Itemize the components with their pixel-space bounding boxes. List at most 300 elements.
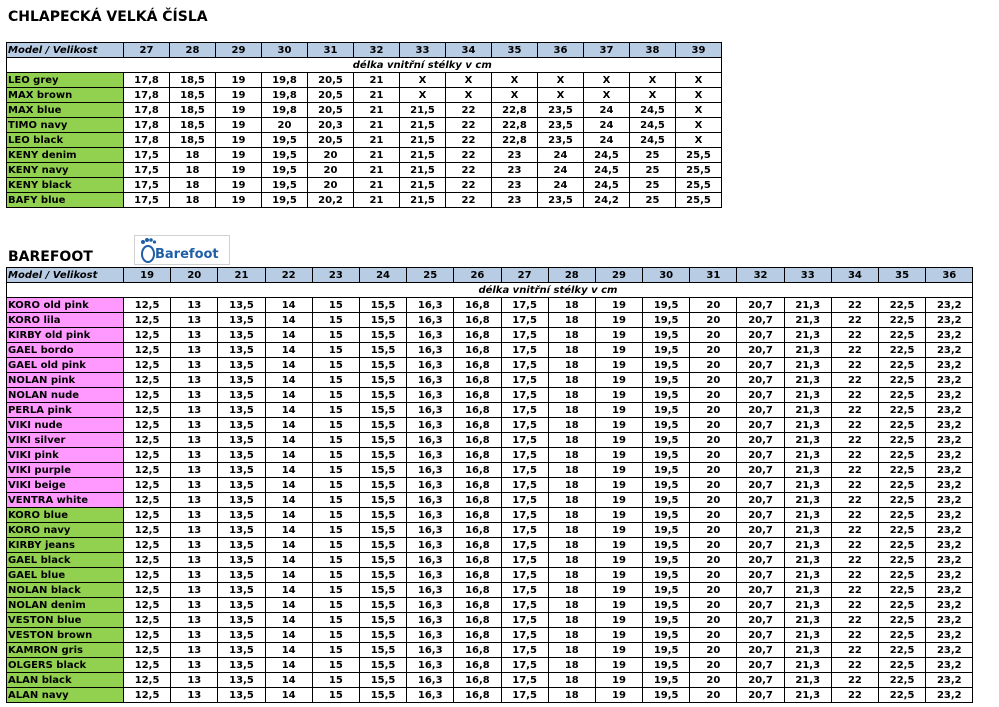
size-value-cell: 22 (831, 343, 878, 358)
size-value-cell: 15 (312, 613, 359, 628)
size-value-cell: 21,3 (784, 523, 831, 538)
size-value-cell: 18 (548, 493, 595, 508)
size-value-cell: 23 (492, 178, 538, 193)
size-value-cell: 16,8 (454, 508, 501, 523)
size-value-cell: 16,3 (407, 388, 454, 403)
table-row (7, 133, 722, 148)
size-value-cell: 22,5 (879, 388, 926, 403)
header-size-cell: 35 (492, 43, 538, 58)
model-name-cell: MAX brown (7, 88, 124, 103)
size-value-cell: 24 (538, 178, 584, 193)
header-size-cell: 26 (454, 268, 501, 283)
size-value-cell: 23,2 (926, 583, 973, 598)
table-row (7, 523, 973, 538)
table-row (7, 628, 973, 643)
size-value-cell: 18 (548, 508, 595, 523)
size-value-cell: 16,3 (407, 358, 454, 373)
size-value-cell: X (492, 73, 538, 88)
size-value-cell: 12,5 (124, 658, 171, 673)
size-value-cell: 13 (171, 448, 218, 463)
table-row (7, 313, 973, 328)
size-value-cell: 15,5 (359, 553, 406, 568)
size-value-cell: 20 (690, 358, 737, 373)
size-value-cell: 15,5 (359, 358, 406, 373)
size-value-cell: 12,5 (124, 523, 171, 538)
size-value-cell: 18 (170, 193, 216, 208)
size-value-cell: 19,5 (643, 463, 690, 478)
size-value-cell: 19 (595, 628, 642, 643)
size-value-cell: 15 (312, 418, 359, 433)
size-value-cell: 21,3 (784, 478, 831, 493)
size-value-cell: 16,3 (407, 343, 454, 358)
subheader-blank (7, 58, 124, 73)
size-value-cell: 13 (171, 553, 218, 568)
size-value-cell: 16,8 (454, 568, 501, 583)
size-value-cell: 22 (831, 493, 878, 508)
size-value-cell: 19 (216, 103, 262, 118)
size-value-cell: 20,7 (737, 613, 784, 628)
size-value-cell: 24 (584, 133, 630, 148)
size-value-cell: 22 (446, 163, 492, 178)
size-value-cell: 17,5 (501, 343, 548, 358)
size-value-cell: 16,8 (454, 298, 501, 313)
size-value-cell: 13,5 (218, 493, 265, 508)
size-value-cell: 12,5 (124, 373, 171, 388)
size-value-cell: 21,5 (400, 148, 446, 163)
size-value-cell: 24,5 (584, 163, 630, 178)
table-row (7, 553, 973, 568)
size-value-cell: 17,5 (501, 688, 548, 703)
size-value-cell: 14 (265, 403, 312, 418)
size-value-cell: 15 (312, 643, 359, 658)
size-value-cell: 13,5 (218, 298, 265, 313)
size-value-cell: 20 (308, 163, 354, 178)
size-value-cell: 22,5 (879, 568, 926, 583)
size-value-cell: 18 (170, 163, 216, 178)
size-value-cell: 21,3 (784, 583, 831, 598)
size-value-cell: 23,2 (926, 328, 973, 343)
size-value-cell: 18 (548, 388, 595, 403)
size-value-cell: 19 (595, 613, 642, 628)
size-value-cell: 14 (265, 598, 312, 613)
size-value-cell: 20,7 (737, 298, 784, 313)
size-value-cell: 23,2 (926, 508, 973, 523)
table-row (7, 418, 973, 433)
size-value-cell: 20 (690, 298, 737, 313)
model-name-cell: KENY navy (7, 163, 124, 178)
size-value-cell: 19 (595, 508, 642, 523)
size-value-cell: 19 (595, 643, 642, 658)
size-value-cell: 17,8 (124, 73, 170, 88)
size-value-cell: 12,5 (124, 478, 171, 493)
model-name-cell: NOLAN pink (7, 373, 124, 388)
size-value-cell: 21,3 (784, 643, 831, 658)
size-value-cell: 22,5 (879, 598, 926, 613)
size-value-cell: 19,5 (643, 613, 690, 628)
size-value-cell: 16,8 (454, 448, 501, 463)
size-value-cell: 13,5 (218, 688, 265, 703)
size-value-cell: 18 (548, 358, 595, 373)
size-value-cell: 12,5 (124, 628, 171, 643)
size-value-cell: 14 (265, 373, 312, 388)
size-value-cell: 18 (548, 538, 595, 553)
size-value-cell: 20,7 (737, 448, 784, 463)
subheader-row (7, 58, 722, 73)
size-value-cell: 19 (216, 178, 262, 193)
size-value-cell: 20,7 (737, 388, 784, 403)
size-value-cell: 21,5 (400, 133, 446, 148)
header-size-cell: 39 (676, 43, 722, 58)
size-value-cell: 17,5 (501, 553, 548, 568)
size-value-cell: 13 (171, 673, 218, 688)
size-value-cell: 19 (595, 478, 642, 493)
size-value-cell: 21,3 (784, 313, 831, 328)
size-value-cell: 22 (831, 508, 878, 523)
size-value-cell: 15,5 (359, 628, 406, 643)
size-value-cell: 20,5 (308, 133, 354, 148)
model-name-cell: GAEL old pink (7, 358, 124, 373)
size-value-cell: 17,8 (124, 103, 170, 118)
size-value-cell: 16,8 (454, 373, 501, 388)
size-value-cell: 23,2 (926, 673, 973, 688)
size-value-cell: 15 (312, 523, 359, 538)
size-value-cell: 16,8 (454, 643, 501, 658)
size-value-cell: 15,5 (359, 523, 406, 538)
size-value-cell: 15,5 (359, 373, 406, 388)
size-value-cell: 15,5 (359, 538, 406, 553)
size-value-cell: X (446, 88, 492, 103)
size-value-cell: 19 (595, 538, 642, 553)
size-value-cell: 20 (690, 508, 737, 523)
size-table-chlapecka (6, 42, 722, 208)
size-value-cell: 23,2 (926, 643, 973, 658)
size-value-cell: 18 (548, 343, 595, 358)
size-value-cell: 13 (171, 388, 218, 403)
table-row (7, 538, 973, 553)
size-value-cell: 14 (265, 433, 312, 448)
size-value-cell: 16,3 (407, 373, 454, 388)
size-value-cell: 21,3 (784, 538, 831, 553)
size-value-cell: 18 (548, 628, 595, 643)
table-row (7, 178, 722, 193)
table-row (7, 388, 973, 403)
size-value-cell: 18 (548, 298, 595, 313)
size-value-cell: 21,3 (784, 343, 831, 358)
size-value-cell: 14 (265, 688, 312, 703)
size-value-cell: 12,5 (124, 328, 171, 343)
size-value-cell: 19,5 (643, 478, 690, 493)
size-value-cell: 18 (170, 148, 216, 163)
table-row (7, 583, 973, 598)
barefoot-logo (134, 235, 230, 265)
size-value-cell: 20 (690, 553, 737, 568)
size-value-cell: 16,8 (454, 553, 501, 568)
size-value-cell: 19,5 (643, 298, 690, 313)
size-value-cell: 19,5 (643, 538, 690, 553)
header-size-cell: 37 (584, 43, 630, 58)
size-value-cell: 13,5 (218, 433, 265, 448)
size-value-cell: 12,5 (124, 643, 171, 658)
size-value-cell: 13 (171, 538, 218, 553)
size-value-cell: 19,5 (643, 373, 690, 388)
size-value-cell: 19 (595, 388, 642, 403)
size-value-cell: 17,5 (501, 628, 548, 643)
size-value-cell: 16,8 (454, 328, 501, 343)
size-value-cell: 21,3 (784, 493, 831, 508)
size-value-cell: 20,5 (308, 73, 354, 88)
size-value-cell: 14 (265, 478, 312, 493)
size-value-cell: 19,5 (643, 628, 690, 643)
size-value-cell: 17,5 (501, 568, 548, 583)
size-value-cell: 22 (446, 118, 492, 133)
header-size-cell: 35 (879, 268, 926, 283)
size-value-cell: 21 (354, 73, 400, 88)
size-value-cell: 21,3 (784, 553, 831, 568)
size-value-cell: 19,5 (643, 418, 690, 433)
size-value-cell: 14 (265, 508, 312, 523)
size-value-cell: 13 (171, 508, 218, 523)
size-value-cell: 17,5 (501, 478, 548, 493)
header-size-cell: 24 (359, 268, 406, 283)
size-value-cell: 12,5 (124, 463, 171, 478)
size-value-cell: 15,5 (359, 478, 406, 493)
size-value-cell: 15,5 (359, 613, 406, 628)
size-value-cell: 23,2 (926, 688, 973, 703)
size-value-cell: 23,5 (538, 133, 584, 148)
size-value-cell: 23,2 (926, 568, 973, 583)
size-value-cell: 22,5 (879, 373, 926, 388)
size-value-cell: 15,5 (359, 583, 406, 598)
header-size-cell: 32 (737, 268, 784, 283)
size-value-cell: 13 (171, 523, 218, 538)
model-name-cell: GAEL blue (7, 568, 124, 583)
model-name-cell: PERLA pink (7, 403, 124, 418)
size-value-cell: 19,5 (262, 193, 308, 208)
size-value-cell: 19,5 (643, 328, 690, 343)
size-value-cell: 16,8 (454, 403, 501, 418)
size-value-cell: 18 (548, 403, 595, 418)
size-value-cell: 20,7 (737, 688, 784, 703)
size-value-cell: 23,2 (926, 343, 973, 358)
size-value-cell: 16,8 (454, 598, 501, 613)
table-row (7, 598, 973, 613)
size-value-cell: X (676, 103, 722, 118)
size-value-cell: 23,2 (926, 358, 973, 373)
size-value-cell: 13 (171, 418, 218, 433)
header-size-cell: 27 (501, 268, 548, 283)
size-value-cell: 16,3 (407, 328, 454, 343)
size-value-cell: 22 (831, 388, 878, 403)
size-value-cell: 13 (171, 313, 218, 328)
model-name-cell: KAMRON gris (7, 643, 124, 658)
size-value-cell: 20,7 (737, 628, 784, 643)
size-value-cell: 23,2 (926, 298, 973, 313)
size-value-cell: 13,5 (218, 613, 265, 628)
size-value-cell: 22 (831, 658, 878, 673)
header-model-size: Model / Velikost (7, 268, 124, 283)
size-value-cell: 13,5 (218, 643, 265, 658)
size-value-cell: 16,3 (407, 628, 454, 643)
size-value-cell: 13 (171, 598, 218, 613)
size-value-cell: 20,7 (737, 553, 784, 568)
size-value-cell: 22,5 (879, 553, 926, 568)
header-size-cell: 28 (170, 43, 216, 58)
size-value-cell: 19,8 (262, 73, 308, 88)
size-value-cell: 16,3 (407, 493, 454, 508)
size-value-cell: 24,5 (584, 148, 630, 163)
header-size-cell: 34 (446, 43, 492, 58)
model-name-cell: MAX blue (7, 103, 124, 118)
size-value-cell: 16,8 (454, 463, 501, 478)
size-value-cell: 22,5 (879, 493, 926, 508)
size-value-cell: 13,5 (218, 538, 265, 553)
size-value-cell: 20,7 (737, 358, 784, 373)
size-value-cell: 19 (595, 523, 642, 538)
model-name-cell: VESTON blue (7, 613, 124, 628)
size-value-cell: 17,5 (501, 373, 548, 388)
size-value-cell: 24 (538, 148, 584, 163)
size-value-cell: 14 (265, 313, 312, 328)
size-value-cell: 22,5 (879, 478, 926, 493)
size-value-cell: 18 (548, 418, 595, 433)
size-value-cell: X (676, 133, 722, 148)
header-size-cell: 33 (400, 43, 446, 58)
model-name-cell: LEO black (7, 133, 124, 148)
model-name-cell: KORO old pink (7, 298, 124, 313)
size-value-cell: 21,3 (784, 388, 831, 403)
size-value-cell: 18,5 (170, 118, 216, 133)
size-value-cell: 22,5 (879, 583, 926, 598)
size-value-cell: 22 (831, 358, 878, 373)
table-row (7, 373, 973, 388)
size-value-cell: 22 (831, 298, 878, 313)
size-value-cell: 13,5 (218, 373, 265, 388)
size-value-cell: 20 (690, 568, 737, 583)
size-value-cell: 21,3 (784, 613, 831, 628)
size-value-cell: 16,8 (454, 583, 501, 598)
size-value-cell: 20,5 (308, 88, 354, 103)
size-value-cell: 15 (312, 433, 359, 448)
size-value-cell: 25,5 (676, 148, 722, 163)
size-value-cell: 14 (265, 628, 312, 643)
size-value-cell: 15,5 (359, 433, 406, 448)
size-value-cell: 22,5 (879, 628, 926, 643)
model-name-cell: GAEL bordo (7, 343, 124, 358)
size-value-cell: 23,2 (926, 538, 973, 553)
size-value-cell: 15 (312, 553, 359, 568)
size-value-cell: 17,5 (501, 508, 548, 523)
size-value-cell: X (676, 88, 722, 103)
size-value-cell: 13,5 (218, 448, 265, 463)
size-value-cell: 13,5 (218, 598, 265, 613)
size-value-cell: 15 (312, 463, 359, 478)
header-size-cell: 25 (407, 268, 454, 283)
size-value-cell: 22,5 (879, 403, 926, 418)
size-value-cell: 20,7 (737, 643, 784, 658)
size-value-cell: 15 (312, 508, 359, 523)
size-value-cell: 16,3 (407, 433, 454, 448)
size-value-cell: 13,5 (218, 628, 265, 643)
size-value-cell: 14 (265, 673, 312, 688)
model-name-cell: VIKI pink (7, 448, 124, 463)
model-name-cell: ALAN navy (7, 688, 124, 703)
size-value-cell: 16,3 (407, 688, 454, 703)
table-row (7, 193, 722, 208)
size-value-cell: 22,5 (879, 313, 926, 328)
table-row (7, 328, 973, 343)
size-value-cell: 13 (171, 403, 218, 418)
size-value-cell: 16,3 (407, 673, 454, 688)
size-value-cell: 14 (265, 583, 312, 598)
size-value-cell: 19,5 (262, 148, 308, 163)
header-size-cell: 29 (216, 43, 262, 58)
table-row (7, 88, 722, 103)
size-value-cell: 22 (831, 628, 878, 643)
size-value-cell: 19 (595, 673, 642, 688)
size-value-cell: 21 (354, 88, 400, 103)
size-value-cell: 15,5 (359, 658, 406, 673)
size-value-cell: 18 (548, 568, 595, 583)
size-value-cell: 25,5 (676, 193, 722, 208)
size-value-cell: 20,7 (737, 598, 784, 613)
size-value-cell: 15 (312, 568, 359, 583)
size-value-cell: 13,5 (218, 658, 265, 673)
size-value-cell: 20,7 (737, 658, 784, 673)
size-value-cell: 19,5 (643, 658, 690, 673)
size-value-cell: 13,5 (218, 418, 265, 433)
size-value-cell: 15 (312, 403, 359, 418)
table-row (7, 103, 722, 118)
size-value-cell: 16,8 (454, 388, 501, 403)
size-value-cell: 20 (690, 673, 737, 688)
size-value-cell: 19,8 (262, 88, 308, 103)
size-value-cell: 19 (595, 433, 642, 448)
size-value-cell: 19,5 (643, 523, 690, 538)
size-value-cell: 13 (171, 343, 218, 358)
size-value-cell: 22 (446, 103, 492, 118)
size-value-cell: 16,8 (454, 613, 501, 628)
size-value-cell: 16,8 (454, 433, 501, 448)
size-value-cell: 13 (171, 658, 218, 673)
size-value-cell: 25,5 (676, 163, 722, 178)
size-value-cell: 25,5 (676, 178, 722, 193)
size-value-cell: 20,2 (308, 193, 354, 208)
size-value-cell: 15,5 (359, 388, 406, 403)
size-value-cell: 20,7 (737, 433, 784, 448)
model-name-cell: KORO lila (7, 313, 124, 328)
size-value-cell: 22 (831, 478, 878, 493)
size-value-cell: 12,5 (124, 553, 171, 568)
size-value-cell: 17,5 (501, 538, 548, 553)
size-value-cell: 23 (492, 193, 538, 208)
size-value-cell: 12,5 (124, 358, 171, 373)
size-value-cell: 19 (595, 688, 642, 703)
size-value-cell: 17,5 (501, 658, 548, 673)
size-value-cell: X (492, 88, 538, 103)
size-value-cell: 21,3 (784, 673, 831, 688)
size-value-cell: 20,7 (737, 493, 784, 508)
size-value-cell: 19 (595, 568, 642, 583)
size-value-cell: 13,5 (218, 328, 265, 343)
size-value-cell: 22,5 (879, 613, 926, 628)
size-value-cell: 20,7 (737, 418, 784, 433)
size-value-cell: 19 (595, 463, 642, 478)
table-row (7, 568, 973, 583)
size-value-cell: 19 (216, 88, 262, 103)
size-value-cell: 13 (171, 373, 218, 388)
size-value-cell: 19,5 (643, 388, 690, 403)
size-value-cell: 16,8 (454, 358, 501, 373)
